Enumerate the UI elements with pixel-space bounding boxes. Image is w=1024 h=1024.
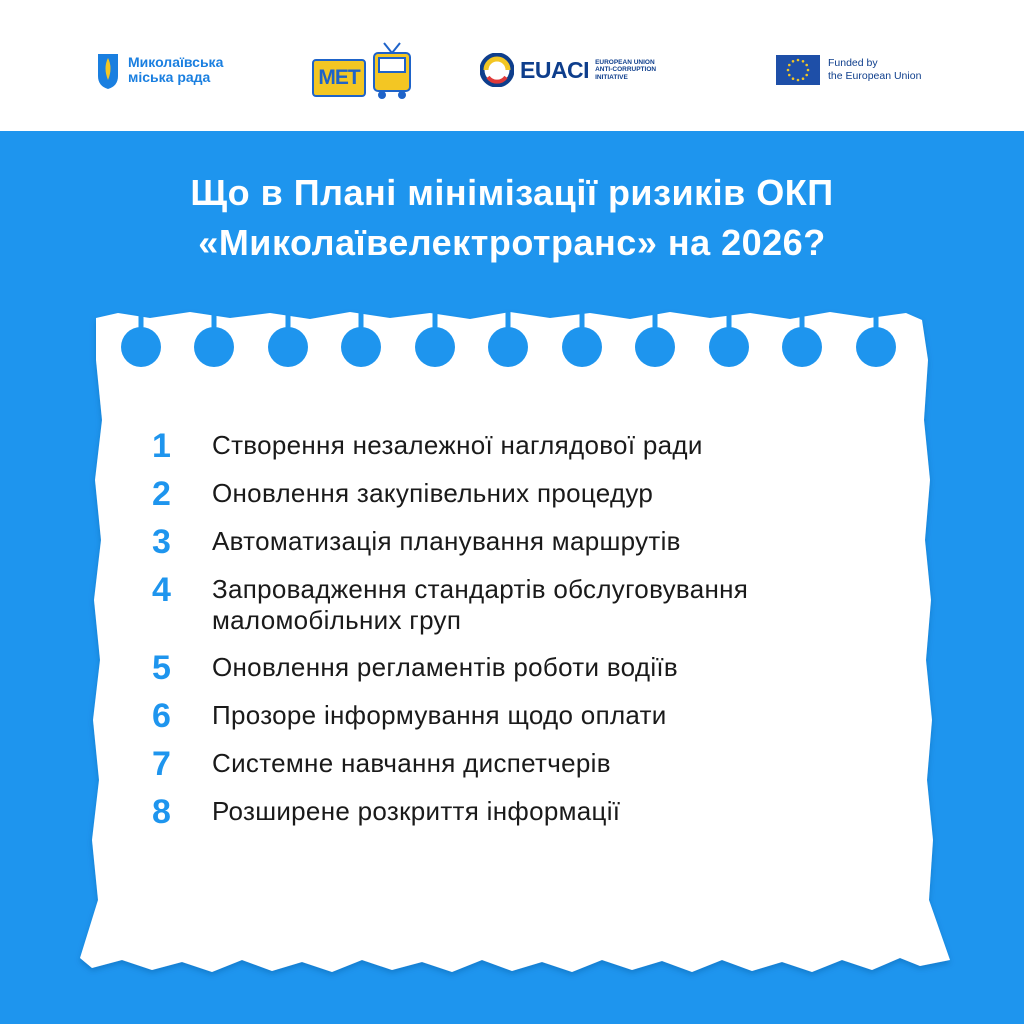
item-text: Системне навчання диспетчерів [212, 748, 611, 778]
item-text: Створення незалежної наглядової ради [212, 430, 703, 460]
list-item [140, 571, 920, 636]
item-number: 8 [152, 793, 171, 831]
binding-hole [194, 327, 234, 367]
item-number: 3 [152, 523, 171, 561]
item-number: 7 [152, 745, 171, 783]
item-text: Прозоре інформування щодо оплати [212, 700, 667, 730]
binding-hole [488, 327, 528, 367]
binding-hole [341, 327, 381, 367]
page-title: Що в Плані мінімізації ризиків ОКП «Миколаївелектротранс» на 2026? [190, 172, 834, 263]
item-text: Автоматизація планування маршрутів [212, 526, 681, 556]
binding-hole [268, 327, 308, 367]
item-number: 1 [152, 427, 171, 465]
item-number: 4 [152, 571, 171, 609]
list-item [140, 475, 920, 513]
item-number: 5 [152, 649, 171, 687]
binding-hole [562, 327, 602, 367]
binding-hole [415, 327, 455, 367]
binding-hole [121, 327, 161, 367]
eu-funding-text: Funded by the European Union [828, 57, 922, 82]
item-text: Оновлення закупівельних процедур [212, 478, 654, 508]
binding-hole [856, 327, 896, 367]
binding-hole [709, 327, 749, 367]
euaci-subtitle: EUROPEAN UNION ANTI-CORRUPTION INITIATIVE [595, 58, 657, 81]
list-item [140, 427, 920, 465]
city-council-text: Миколаївська міська рада [128, 54, 224, 85]
item-text: Розширене розкриття інформації [212, 796, 621, 826]
list-item [140, 697, 920, 735]
list-item [140, 793, 920, 831]
list-item [140, 523, 920, 561]
item-number: 6 [152, 697, 171, 735]
binding-hole [635, 327, 675, 367]
list-item [140, 649, 920, 687]
item-text: Запровадження стандартів обслуговування маломобільних груп [212, 574, 749, 635]
binding-hole [782, 327, 822, 367]
met-logo-text: МЕТ [318, 66, 360, 89]
item-text: Оновлення регламентів роботи водіїв [212, 652, 679, 682]
risk-plan-list [140, 427, 920, 844]
item-number: 2 [152, 475, 171, 513]
euaci-name: EUACI [520, 56, 590, 83]
list-item [140, 745, 920, 783]
